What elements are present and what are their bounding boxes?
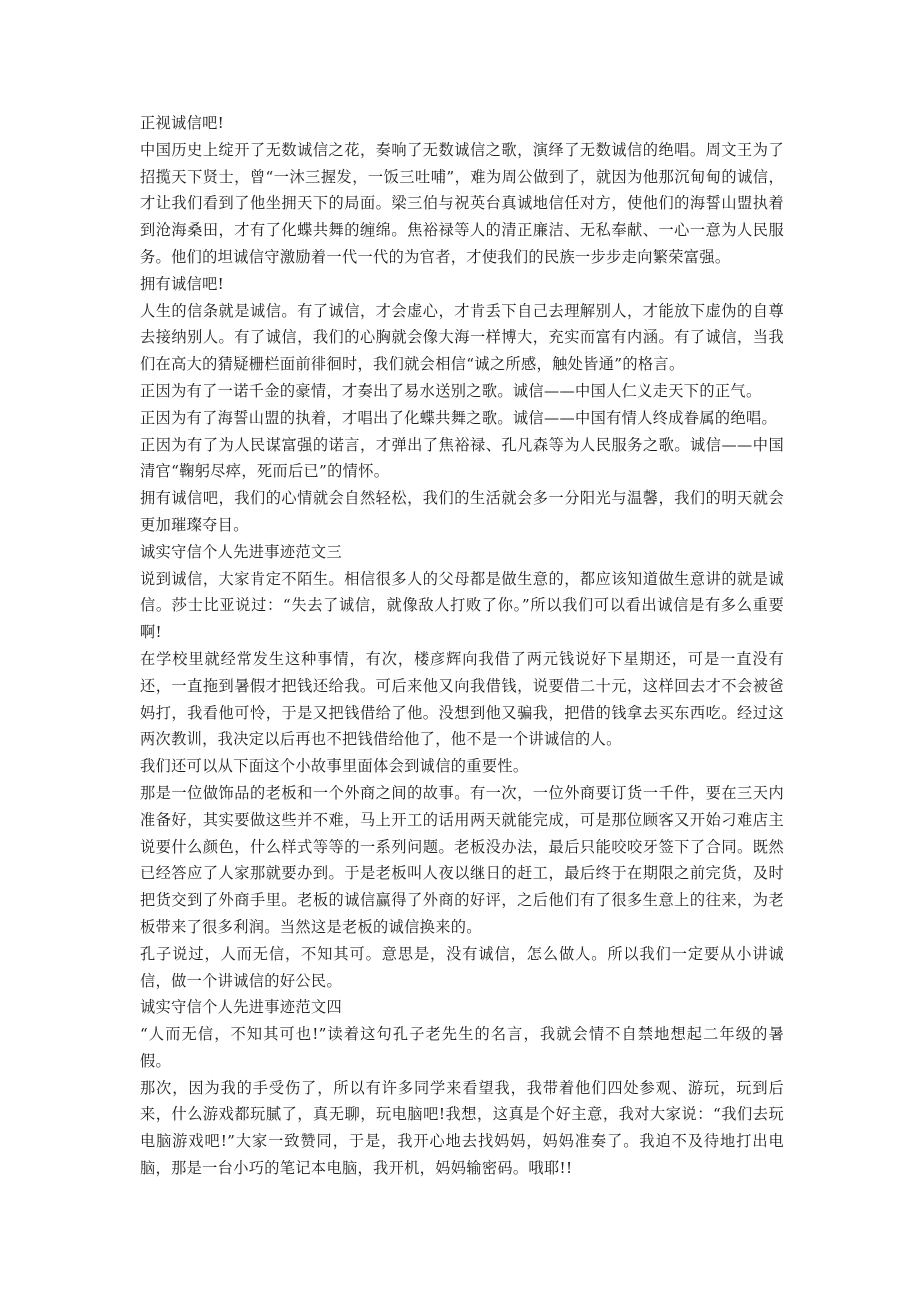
paragraph: 孔子说过，人而无信，不知其可。意思是，没有诚信，怎么做人。所以我们一定要从小讲诚信，做一个讲诚信的好公民。 [140, 944, 784, 990]
paragraph: 在学校里就经常发生这种事情，有次，楼彦辉向我借了两元钱说好下星期还，可是一直没有还，一直拖到暑假才把钱还给我。可后来他又向我借钱，说要借二十元，这样回去才不会被爸妈打，我看他可怜，于是又把钱借给了他。没想到他又骗我，把借的钱拿去买东西吃。经过这两次教训，我决定以后再也不把钱借给他了，他不是一个讲诚信的人。 [140, 649, 784, 749]
paragraph: 说到诚信，大家肯定不陌生。相信很多人的父母都是做生意的，都应该知道做生意讲的就是诚信。莎士比亚说过：“失去了诚信，就像敌人打败了你。”所以我们可以看出诚信是有多么重要啊! [140, 569, 784, 642]
paragraph: 我们还可以从下面这个小故事里面体会到诚信的重要性。 [140, 757, 529, 776]
paragraph: 中国历史上绽开了无数诚信之花，奏响了无数诚信之歌，演绎了无数诚信的绝唱。周文王为了招揽天下贤士，曾“一沐三握发，一饭三吐哺”，难为周公做到了，就因为他那沉甸甸的诚信，才让我们看到了他坐拥天下的局面。梁三伯与祝英台真诚地信任对方，使他们的海誓山盟执着到沧海桑田，才有了化蝶共舞的缠绵。焦裕禄等人的清正廉洁、无私奉献、一心一意为人民服务。他们的坦诚信守激励着一代一代的为官者，才使我们的民族一步步走向繁荣富强。 [140, 140, 784, 266]
paragraph: 正因为有了海誓山盟的执着，才唱出了化蝶共舞之歌。诚信——中国有情人终成眷属的绝唱。 [140, 408, 778, 427]
section-heading-embrace-honesty: 拥有诚信吧! [140, 274, 225, 293]
document-body [140, 110, 784, 1182]
paragraph: 拥有诚信吧，我们的心情就会自然轻松，我们的生活就会多一分阳光与温馨，我们的明天就会更加璀璨夺目。 [140, 489, 784, 534]
section-heading-sample-three: 诚实守信个人先进事迹范文三 [140, 542, 342, 561]
section-heading-sample-four: 诚实守信个人先进事迹范文四 [140, 998, 342, 1017]
section-heading-face-honesty: 正视诚信吧! [140, 114, 225, 132]
paragraph: “人而无信，不知其可也!”读着这句孔子老先生的名言，我就会情不自禁地想起二年级的暑假。 [140, 1025, 784, 1070]
paragraph: 正因为有了一诺千金的豪情，才奏出了易水送别之歌。诚信——中国人仁义走天下的正气。 [140, 381, 762, 400]
paragraph: 那是一位做饰品的老板和一个外商之间的故事。有一次，一位外商要订货一千件，要在三天内准备好，其实要做这些并不难，马上开工的话用两天就能完成，可是那位顾客又开始刁难店主说要什么颜色，什么样式等等的一系列问题。老板没办法，最后只能咬咬牙签下了合同。既然已经答应了人家那就要办到。于是老板叫人夜以继日的赶工，最后终于在期限之前完货，及时把货交到了外商手里。老板的诚信赢得了外商的好评，之后他们有了很多生意上的往来，为老板带来了很多利润。当然这是老板的诚信换来的。 [140, 783, 784, 936]
paragraph: 那次，因为我的手受伤了，所以有许多同学来看望我，我带着他们四处参观、游玩，玩到后来，什么游戏都玩腻了，真无聊，玩电脑吧!我想，这真是个好主意，我对大家说：“我们去玩电脑游戏吧!”大家一致赞同，于是，我开心地去找妈妈，妈妈准奏了。我迫不及待地打出电脑，那是一台小巧的笔记本电脑，我开机，妈妈输密码。哦耶!! [140, 1078, 784, 1178]
paragraph: 人生的信条就是诚信。有了诚信，才会虚心，才肯丢下自己去理解别人，才能放下虚伪的自尊去接纳别人。有了诚信，我们的心胸就会像大海一样博大，充实而富有内涵。有了诚信，当我们在高大的猜疑栅栏面前徘徊时，我们就会相信“诚之所感，触处皆通”的格言。 [140, 301, 784, 374]
paragraph: 正因为有了为人民谋富强的诺言，才弹出了焦裕禄、孔凡森等为人民服务之歌。诚信——中国清官“鞠躬尽瘁，死而后已”的情怀。 [140, 435, 784, 481]
